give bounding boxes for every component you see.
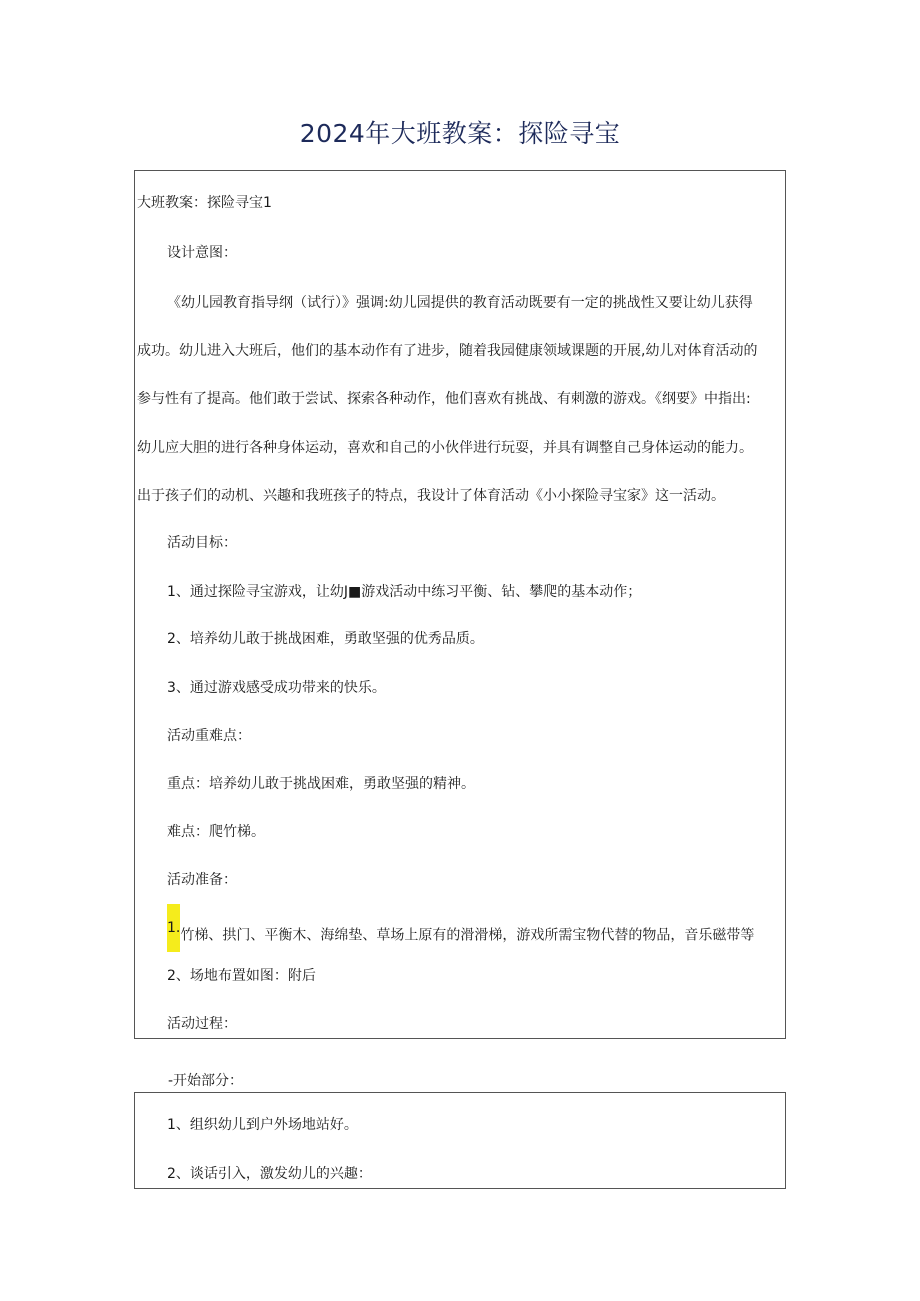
page-title: 2024年大班教案：探险寻宝	[299, 119, 621, 148]
list-item: 3、通过游戏感受成功带来的快乐。	[167, 680, 386, 696]
paragraph-label: 设计意图：	[167, 245, 237, 261]
list-item: 1、组织幼儿到户外场地站好。	[167, 1117, 358, 1133]
list-item-text: 竹梯、拱门、平衡木、海绵垫、草场上原有的滑滑梯，游戏所需宝物代替的物品，音乐磁带等	[180, 927, 755, 944]
section-heading: 大班教案：探险寻宝1	[137, 195, 272, 211]
list-item: 2、谈话引入，激发幼儿的兴趣：	[167, 1166, 372, 1182]
paragraph-label: 活动目标：	[167, 535, 237, 551]
paragraph-line: 成功。幼儿进入大班后，他们的基本动作有了进步，随着我园健康领域课题的开展,幼儿对体育活动的	[137, 343, 758, 359]
lesson-plan-box	[134, 170, 786, 1039]
activity-steps-box	[134, 1092, 786, 1189]
paragraph-line: 重点：培养幼儿敢于挑战困难，勇敢坚强的精神。	[167, 776, 475, 792]
paragraph-label: 活动重难点：	[167, 728, 251, 744]
paragraph-label: 活动准备：	[167, 872, 237, 888]
paragraph-label: 活动过程：	[167, 1016, 237, 1032]
list-item: 2、培养幼儿敢于挑战困难，勇敢坚强的优秀品质。	[167, 631, 484, 647]
paragraph-line: 难点：爬竹梯。	[167, 824, 265, 840]
highlighted-number: 1.	[167, 904, 180, 952]
paragraph-line: 幼儿应大胆的进行各种身体运动，喜欢和自己的小伙伴进行玩耍，并具有调整自己身体运动的能力。	[137, 440, 753, 456]
paragraph-line: 《幼儿园教育指导纲（试行）》强调:幼儿园提供的教育活动既要有一定的挑战性又要让幼儿获得	[167, 295, 753, 311]
list-item: 2、场地布置如图：附后	[167, 968, 316, 984]
paragraph-line: 出于孩子们的动机、兴趣和我班孩子的特点，我设计了体育活动《小小探险寻宝家》这一活动。	[137, 488, 725, 504]
paragraph-line: 参与性有了提高。他们敢于尝试、探索各种动作，他们喜欢有挑战、有刺激的游戏。《纲要》中指出:	[137, 391, 751, 407]
list-item	[167, 919, 754, 952]
section-label: -开始部分：	[168, 1073, 244, 1089]
list-item: 1、通过探险寻宝游戏，让幼J■游戏活动中练习平衡、钻、攀爬的基本动作；	[167, 584, 642, 600]
